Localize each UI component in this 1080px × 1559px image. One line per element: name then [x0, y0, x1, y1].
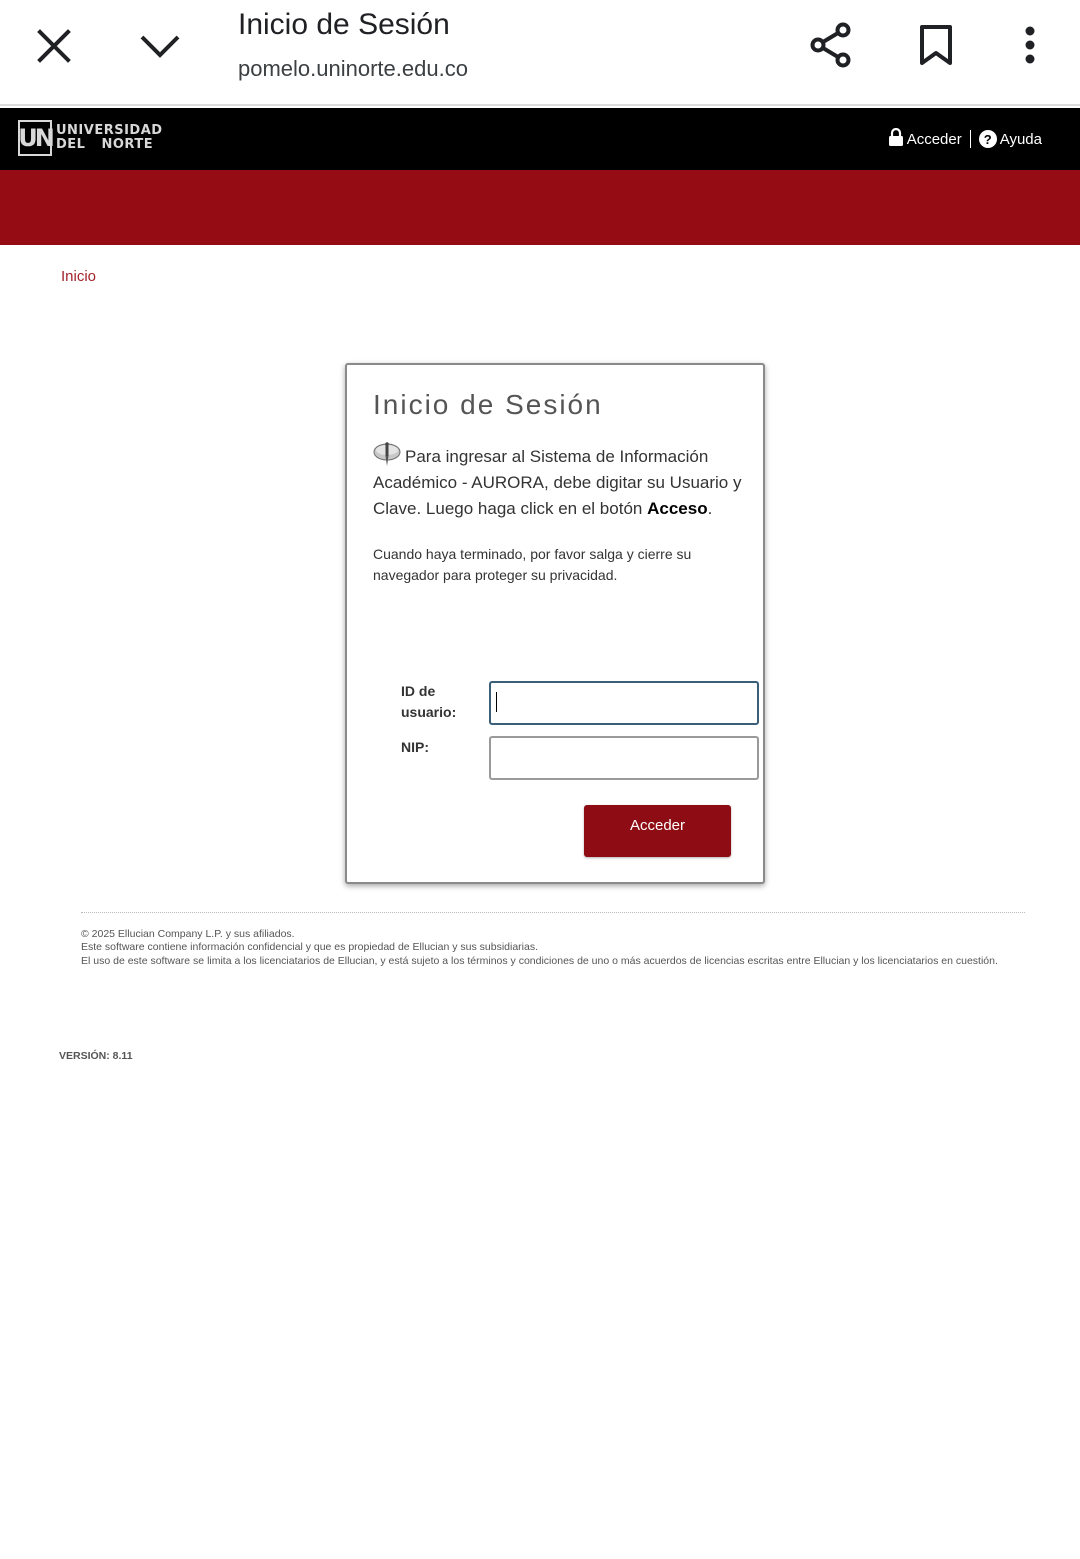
more-vert-icon[interactable]: [1010, 20, 1050, 70]
footer-copyright: © 2025 Ellucian Company L.P. y sus afiliados.: [81, 928, 295, 940]
logo-mark: UN: [18, 120, 52, 156]
bookmark-icon[interactable]: [912, 20, 960, 70]
version-label: VERSIÓN: 8.11: [59, 1050, 133, 1062]
brand-banner: [0, 170, 1080, 245]
footer-legal: [81, 928, 1025, 968]
header-acceder-label: Acceder: [906, 130, 962, 148]
logo-line2a: DEL: [56, 137, 86, 152]
browser-page-title: Inicio de Sesión: [238, 8, 450, 41]
help-icon: ?: [979, 130, 997, 148]
header-separator: [970, 130, 971, 148]
login-title: Inicio de Sesión: [373, 389, 603, 420]
close-icon[interactable]: [30, 22, 78, 70]
header-ayuda-link[interactable]: [979, 130, 1042, 148]
login-info-end: .: [707, 499, 713, 518]
login-submit-button[interactable]: Acceder: [584, 805, 731, 857]
pin-input[interactable]: [489, 736, 759, 780]
text-caret: [496, 692, 497, 712]
login-info: [373, 441, 743, 522]
site-header: [0, 108, 1080, 170]
login-panel: [345, 363, 765, 884]
pin-label: NIP:: [401, 739, 429, 755]
lock-icon: [888, 128, 904, 150]
footer-license: El uso de este software se limita a los licenciatarios de Ellucian, y está sujeto a los términos y condiciones de uno o más acuerdos de licencias escritas entre Ellucian y los licenciatarios en cuestión.: [81, 954, 998, 967]
footer-divider: [81, 912, 1025, 913]
login-info-bold: Acceso: [647, 499, 708, 518]
user-id-input[interactable]: [489, 681, 759, 725]
info-pin-icon: [373, 441, 401, 465]
browser-toolbar: [0, 0, 1080, 106]
chevron-down-icon[interactable]: [136, 22, 184, 70]
logo-line1: UNIVERSIDAD: [56, 123, 163, 138]
user-id-label: ID de usuario:: [401, 683, 457, 720]
header-ayuda-label: Ayuda: [999, 130, 1042, 148]
breadcrumb-home[interactable]: Inicio: [61, 268, 97, 285]
login-info-text: Para ingresar al Sistema de Información Académico - AURORA, debe digitar su Usuario y Clave. Luego haga click en el botón: [373, 447, 742, 518]
footer-confidential: Este software contiene información confidencial y que es propiedad de Ellucian y sus subsidiarias.: [81, 941, 539, 954]
privacy-notice: Cuando haya terminado, por favor salga y cierre su navegador para proteger su privacidad.: [373, 546, 692, 583]
logo-line2b: NORTE: [101, 137, 154, 152]
university-logo[interactable]: [18, 118, 163, 158]
header-acceder-link[interactable]: [888, 128, 962, 150]
share-icon[interactable]: [806, 20, 856, 70]
header-links: [888, 128, 1042, 150]
browser-url[interactable]: pomelo.uninorte.edu.co: [238, 56, 468, 81]
